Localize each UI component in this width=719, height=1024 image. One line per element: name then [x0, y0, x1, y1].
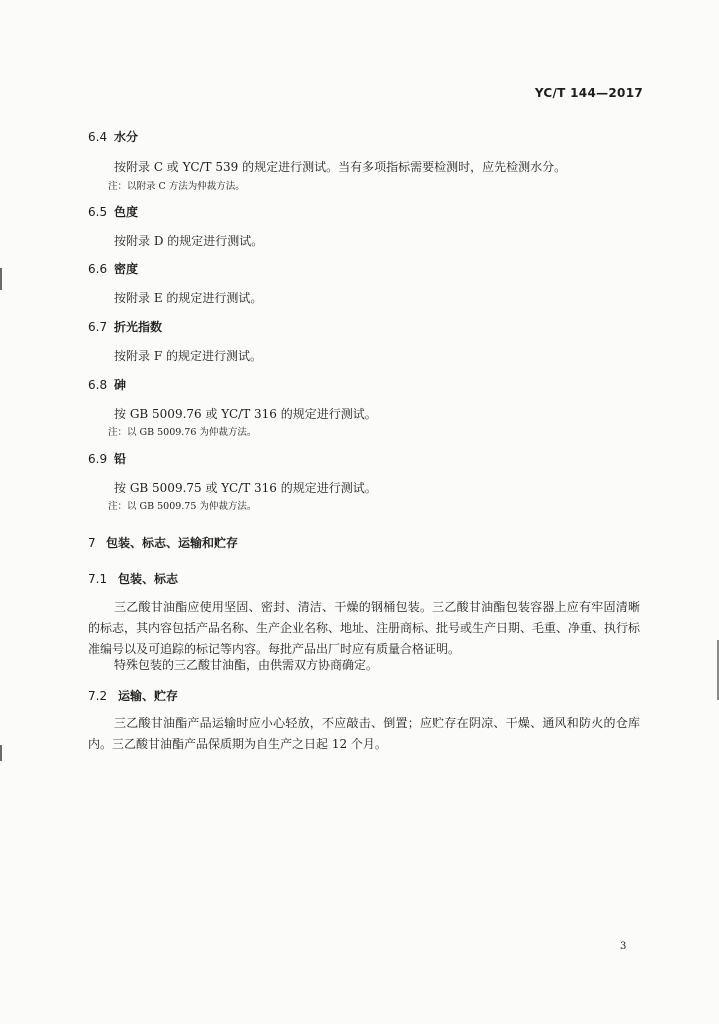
clause-title: 折光指数 — [114, 320, 163, 334]
section-heading-7 — [88, 534, 238, 551]
clause-text: 按 GB 5009.75 或 YC/T 316 的规定进行测试。 — [114, 481, 377, 495]
paragraph: 三乙酸甘油酯产品运输时应小心轻放，不应敲击、倒置；应贮存在阴凉、干燥、通风和防火的仓库内。三乙酸甘油酯产品保质期为自生产之日起 12 个月。 — [88, 716, 640, 751]
section-title: 包装、标志、运输和贮存 — [106, 536, 239, 550]
clause-note: 注：以 GB 5009.75 为仲裁方法。 — [108, 501, 257, 512]
scan-mark — [0, 745, 2, 761]
clause-title: 运输、贮存 — [118, 689, 179, 703]
clause-note: 注：以附录 C 方法为仲裁方法。 — [108, 181, 245, 192]
clause-text: 按附录 C 或 YC/T 539 的规定进行测试。当有多项指标需要检测时，应先检测水分。 — [114, 160, 567, 174]
clause-heading-6-4 — [88, 128, 138, 145]
clause-title: 铅 — [114, 452, 127, 466]
clause-heading-7-1 — [88, 570, 178, 587]
clause-number: 6.9 — [88, 452, 108, 466]
paragraph: 特殊包装的三乙酸甘油酯，由供需双方协商确定。 — [114, 658, 379, 672]
clause-number: 7.2 — [88, 689, 108, 703]
clause-title: 砷 — [114, 378, 127, 392]
page-number: 3 — [620, 941, 627, 952]
clause-number: 6.8 — [88, 378, 108, 392]
clause-note: 注：以 GB 5009.76 为仲裁方法。 — [108, 427, 257, 438]
clause-title: 密度 — [114, 262, 139, 276]
clause-text: 按 GB 5009.76 或 YC/T 316 的规定进行测试。 — [114, 407, 377, 421]
clause-number: 7.1 — [88, 572, 108, 586]
clause-number: 6.6 — [88, 262, 108, 276]
scan-mark — [0, 268, 2, 290]
clause-text: 按附录 E 的规定进行测试。 — [114, 291, 263, 305]
clause-number: 6.4 — [88, 130, 108, 144]
clause-text: 按附录 D 的规定进行测试。 — [114, 234, 264, 248]
paragraph: 三乙酸甘油酯应使用坚固、密封、清洁、干燥的钢桶包装。三乙酸甘油酯包装容器上应有牢固清晰的标志，其内容包括产品名称、生产企业名称、地址、注册商标、批号或生产日期、毛重、净重、执行标准编号以及可追踪的标记等内容。每批产品出厂时应有质量合格证明。 — [88, 600, 641, 656]
standard-code: YC/T 144—2017 — [534, 86, 643, 100]
clause-heading-6-9 — [88, 450, 126, 467]
clause-heading-6-5 — [88, 203, 138, 220]
clause-number: 6.5 — [88, 205, 108, 219]
section-number: 7 — [88, 536, 96, 550]
clause-heading-7-2 — [88, 687, 178, 704]
clause-title: 色度 — [114, 205, 139, 219]
clause-title: 水分 — [114, 130, 139, 144]
clause-heading-6-6 — [88, 260, 138, 277]
clause-heading-6-7 — [88, 318, 162, 335]
clause-text: 按附录 F 的规定进行测试。 — [114, 349, 262, 363]
clause-number: 6.7 — [88, 320, 108, 334]
clause-title: 包装、标志 — [118, 572, 179, 586]
clause-heading-6-8 — [88, 376, 126, 393]
